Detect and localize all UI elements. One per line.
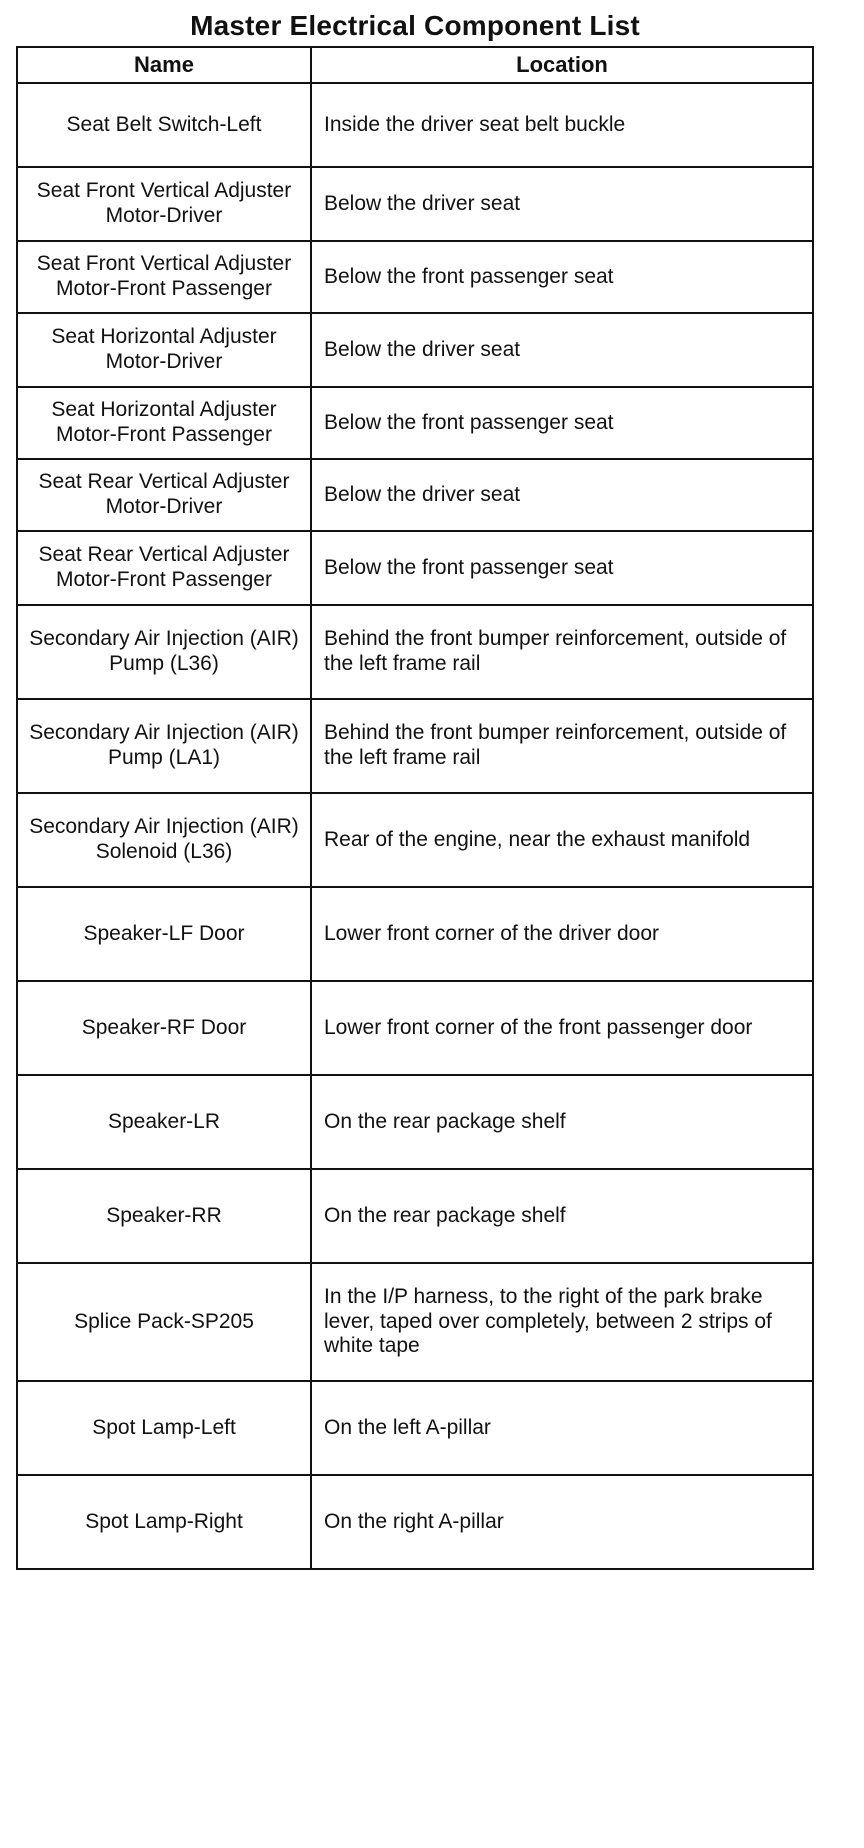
component-location: Rear of the engine, near the exhaust manifold — [311, 793, 813, 887]
table-row — [17, 531, 813, 605]
table-row — [17, 793, 813, 887]
table-row — [17, 605, 813, 699]
component-location: Below the driver seat — [311, 459, 813, 531]
table-row — [17, 241, 813, 313]
component-location: In the I/P harness, to the right of the park brake lever, taped over completely, between 2 strips of white tape — [311, 1263, 813, 1381]
component-name: Spot Lamp-Left — [17, 1381, 311, 1475]
table-row — [17, 887, 813, 981]
table-row — [17, 387, 813, 459]
table-row — [17, 167, 813, 241]
table-row — [17, 699, 813, 793]
component-name: Secondary Air Injection (AIR) Pump (L36) — [17, 605, 311, 699]
location-column-header: Location — [311, 47, 813, 83]
table-row — [17, 1381, 813, 1475]
component-name: Seat Front Vertical Adjuster Motor-Driver — [17, 167, 311, 241]
name-column-header: Name — [17, 47, 311, 83]
component-name: Seat Horizontal Adjuster Motor-Driver — [17, 313, 311, 387]
component-location: Below the driver seat — [311, 313, 813, 387]
component-location: On the left A-pillar — [311, 1381, 813, 1475]
component-name: Spot Lamp-Right — [17, 1475, 311, 1569]
component-location: Below the front passenger seat — [311, 387, 813, 459]
table-row — [17, 1075, 813, 1169]
table-row — [17, 1475, 813, 1569]
component-location: Inside the driver seat belt buckle — [311, 83, 813, 167]
table-row — [17, 313, 813, 387]
component-location: Behind the front bumper reinforcement, outside of the left frame rail — [311, 699, 813, 793]
component-name: Splice Pack-SP205 — [17, 1263, 311, 1381]
table-row — [17, 1263, 813, 1381]
component-location: Below the driver seat — [311, 167, 813, 241]
component-name: Seat Belt Switch-Left — [17, 83, 311, 167]
component-name: Speaker-RF Door — [17, 981, 311, 1075]
component-table — [16, 46, 814, 1570]
component-location: Below the front passenger seat — [311, 241, 813, 313]
component-location: Lower front corner of the front passenger door — [311, 981, 813, 1075]
component-name: Secondary Air Injection (AIR) Pump (LA1) — [17, 699, 311, 793]
table-row — [17, 83, 813, 167]
component-location: On the rear package shelf — [311, 1075, 813, 1169]
component-location: Behind the front bumper reinforcement, outside of the left frame rail — [311, 605, 813, 699]
table-header-row — [17, 47, 813, 83]
component-name: Seat Front Vertical Adjuster Motor-Front Passenger — [17, 241, 311, 313]
component-name: Speaker-LR — [17, 1075, 311, 1169]
component-name: Seat Horizontal Adjuster Motor-Front Passenger — [17, 387, 311, 459]
component-location: On the right A-pillar — [311, 1475, 813, 1569]
table-row — [17, 1169, 813, 1263]
table-row — [17, 459, 813, 531]
component-location: Lower front corner of the driver door — [311, 887, 813, 981]
component-location: On the rear package shelf — [311, 1169, 813, 1263]
page-title: Master Electrical Component List — [190, 10, 640, 41]
component-name: Secondary Air Injection (AIR) Solenoid (L36) — [17, 793, 311, 887]
component-name: Speaker-LF Door — [17, 887, 311, 981]
component-name: Seat Rear Vertical Adjuster Motor-Front Passenger — [17, 531, 311, 605]
table-row — [17, 981, 813, 1075]
component-name: Speaker-RR — [17, 1169, 311, 1263]
component-name: Seat Rear Vertical Adjuster Motor-Driver — [17, 459, 311, 531]
component-location: Below the front passenger seat — [311, 531, 813, 605]
